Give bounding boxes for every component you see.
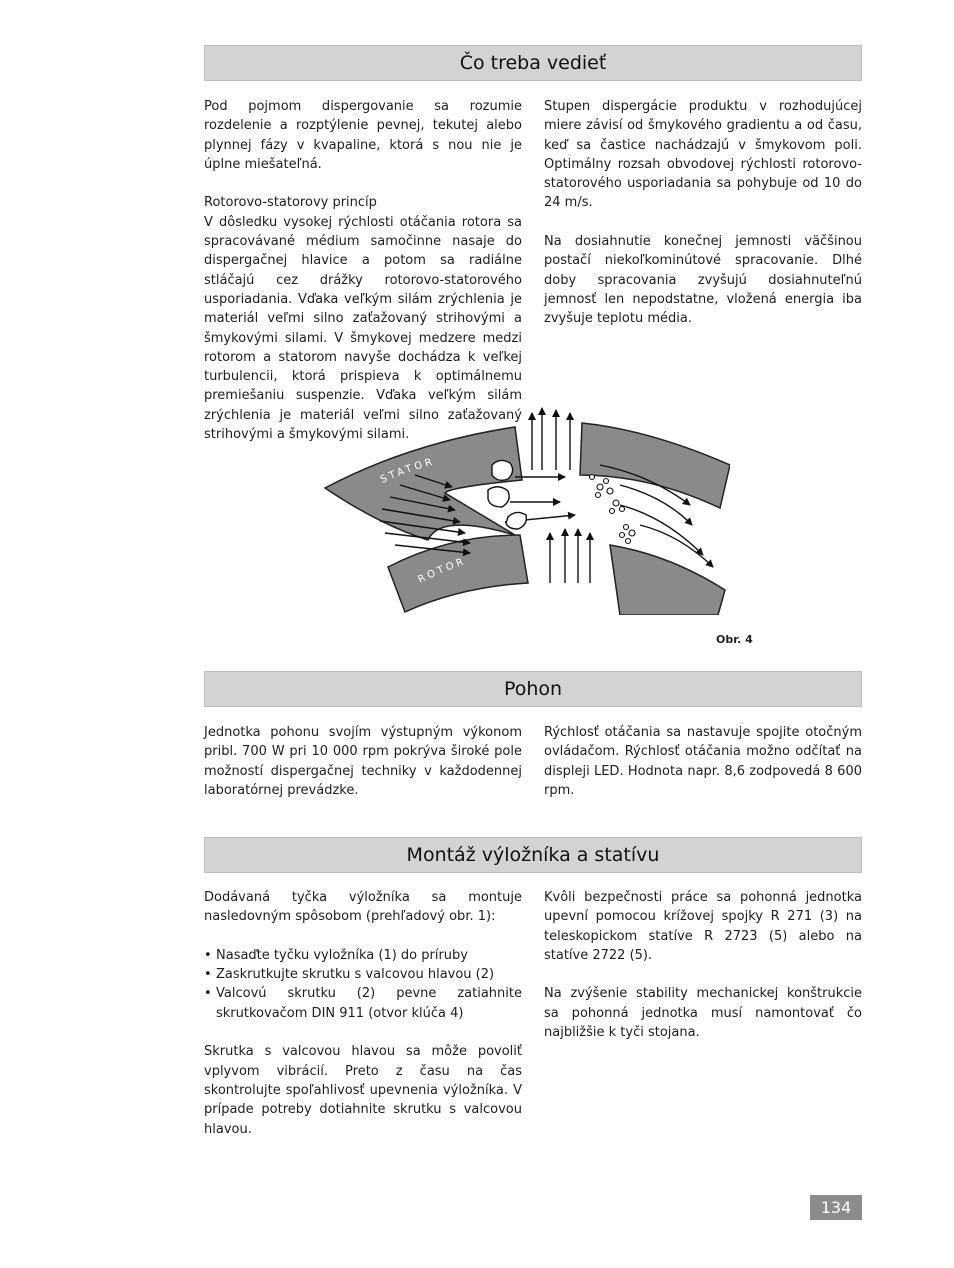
section-title-montaz: Montáž výložníka a statívu bbox=[204, 837, 862, 873]
s2-right-column bbox=[544, 723, 862, 800]
s3-right-paragraph-2: Na zvýšenie stability mechanickej konštrukcie sa pohonná jednotka musí namontovať čo najbližšie k tyči stojana. bbox=[544, 986, 862, 1041]
s2-left-column bbox=[204, 723, 522, 800]
s1-right-paragraph-2: Na dosiahnutie konečnej jemnosti väčšinou postačí niekoľkominútové spracovanie. Dlhé doby spracovania zvyšujú dosiahnuteľnú jemnosť len nepodstatne, vložená energia iba zvyšuje teplotu média. bbox=[544, 234, 862, 327]
s2-left-paragraph-1: Jednotka pohonu svojím výstupným výkonom pribl. 700 W pri 10 000 rpm pokrýva široké pole možností dispergačnej techniky v každodennej laboratórnej prevádzke. bbox=[204, 725, 522, 798]
list-item: • Valcovú skrutku (2) pevne zatiahnite skrutkovačom DIN 911 (otvor klúča 4) bbox=[204, 984, 522, 1023]
rotor-stator-diagram bbox=[320, 405, 730, 615]
s3-right-paragraph-1: Kvôli bezpečnosti práce sa pohonná jednotka upevní pomocou krížovej spojky R 271 (3) na teleskopickom statíve R 2723 (5) alebo na statíve 2722 (5). bbox=[544, 890, 862, 963]
s3-right-column bbox=[544, 888, 862, 1042]
s3-bullet-list bbox=[204, 946, 522, 1023]
s1-left-column bbox=[204, 97, 522, 444]
stator-label: STATOR bbox=[378, 456, 437, 486]
s1-right-column bbox=[544, 97, 862, 329]
figure-caption: Obr. 4 bbox=[716, 633, 753, 646]
stator-tooth-left bbox=[325, 427, 522, 540]
s1-left-paragraph-1: Pod pojmom dispergovanie sa rozumie rozdelenie a rozptýlenie pevnej, tekutej alebo plynnej fázy v kvapaline, ktorá s nou nie je úplne miešateľná. bbox=[204, 99, 522, 172]
s2-right-paragraph-1: Rýchlosť otáčania sa nastavuje spojite otočným ovládačom. Rýchlosť otáčania možno odčítať na displeji LED. Hodnota napr. 8,6 zodpovedá 8 600 rpm. bbox=[544, 725, 862, 798]
small-particles bbox=[590, 475, 636, 544]
s3-left-paragraph-2: Skrutka s valcovou hlavou sa môže povoliť vplyvom vibrácií. Preto z času na čas skontrolujte spoľahlivosť upevnenia výložníka. V prípade potreby dotiahnite skrutku s valcovou hlavou. bbox=[204, 1044, 522, 1137]
list-item: • Zaskrutkujte skrutku s valcovou hlavou (2) bbox=[204, 965, 522, 984]
section-title-pohon: Pohon bbox=[204, 671, 862, 707]
section-title-co-treba-vediet: Čo treba vedieť bbox=[204, 45, 862, 81]
s1-right-paragraph-1: Stupen dispergácie produktu v rozhodujúcej miere závisí od šmykového gradientu a od času, keď sa častice nachádzajú v šmykovom poli. Optimálny rozsah obvodovej rýchlosti rotorovo-statorového usporiadania sa pohybuje od 10 do 24 m/s. bbox=[544, 99, 862, 211]
s3-left-column bbox=[204, 888, 522, 1139]
list-item: • Nasaďte tyčku vyložníka (1) do príruby bbox=[204, 946, 522, 965]
s1-left-paragraph-2: V dôsledku vysokej rýchlosti otáčania rotora sa spracovávané médium samočinne nasaje do dispergačnej hlavice a potom sa radiálne stláčajú cez drážky rotorovo-statorového usporiadania. Vďaka veľkým silám zrýchlenia je materiál veľmi silno zaťažovaný strihovými a šmykovými silami. V šmykovej medzere medzi rotorom a statorom navyše dochádza k veľkej turbulencii, ktorá prispieva k optimálnemu premiešaniu suspenzie. Vďaka veľkým silám zrýchlenia je materiál veľmi silno zaťažovaný strihovými a šmykovými silami. bbox=[204, 214, 522, 443]
s3-left-paragraph-1: Dodávaná tyčka výložníka sa montuje nasledovným spôsobom (prehľadový obr. 1): bbox=[204, 890, 522, 925]
lower-upward-arrows bbox=[550, 529, 590, 583]
s1-subheading-rotor-stator: Rotorovo-statorovy princíp bbox=[204, 195, 377, 211]
page-number: 134 bbox=[810, 1195, 862, 1220]
rotor-tooth-right bbox=[610, 545, 725, 615]
rotor-label: ROTOR bbox=[416, 555, 468, 586]
upward-arrows bbox=[532, 408, 570, 470]
